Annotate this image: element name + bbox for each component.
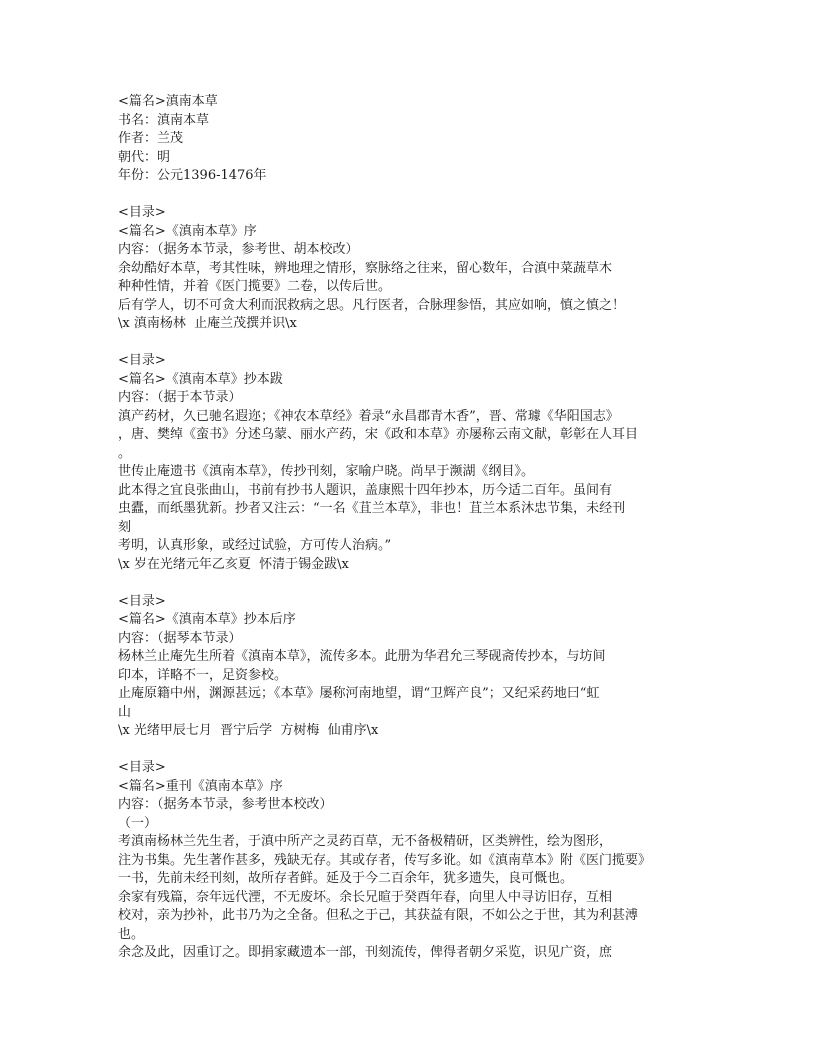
author: 作者：兰茂 <box>118 131 184 146</box>
dynasty: 朝代：明 <box>118 149 171 165</box>
section-title: <篇名>《滇南本草》序 <box>118 223 257 239</box>
text-line: 此本得之宜良张曲山，书前有抄书人题识，盖康熙十四年抄本，历今适二百年。虽间有 <box>118 482 613 498</box>
text-line: 种种性情，并着《医门揽要》二卷，以传后世。 <box>118 279 392 294</box>
text-line: 余家有残篇，奈年远代湮，不无废坏。余长兄暄于癸酉年春，向里人中寻访旧存，互相 <box>118 889 613 905</box>
toc-marker: <目录> <box>118 760 166 775</box>
text-line: 校对，亲为抄补，此书乃为之全备。但私之于己，其获益有限，不如公之于世，其为利甚溥 <box>118 908 639 923</box>
section-title: <篇名>《滇南本草》抄本后序 <box>118 612 296 627</box>
text-line: 虫蠹，而纸墨犹新。抄者又注云：“一名《苴兰本草》，非也！苴兰本系沐忠节集，未经刊 <box>118 501 626 516</box>
document-page <box>118 93 718 963</box>
doc-title-line: <篇名>滇南本草 <box>118 94 218 109</box>
text-line: 止庵原籍中州，渊源甚远；《本草》屡称河南地望，谓“卫辉产良”；又纪采药地曰“虹 <box>118 686 600 701</box>
signature-line: \x 光绪甲辰七月 晋宁后学 方树梅 仙甫序\x <box>118 723 379 738</box>
text-line: 一书，先前未经刊刻，故所存者鲜。延及于今二百余年，犹多遗失，良可慨也。 <box>118 871 574 886</box>
spacer <box>118 574 718 593</box>
text-line: 印本，详略不一，足资参校。 <box>118 667 288 683</box>
book-name: 书名：滇南本草 <box>118 112 210 128</box>
text-line: 考明，认真形象，或经过试验，方可传人治病。” <box>118 538 392 553</box>
text-line: 注为书集。先生著作甚多，残缺无存。其或存者，传写多讹。如《滇南草本》附《医门揽要》 <box>118 852 652 868</box>
signature-line: \x 岁在光绪元年乙亥夏 怀清于锡金跋\x <box>118 556 349 572</box>
toc-marker: <目录> <box>118 353 166 368</box>
text-line: 杨林兰止庵先生所着《滇南本草》，流传多本。此册为华君允三琴砚斋传抄本，与坊间 <box>118 649 606 664</box>
content-label: 内容：（据务本节录，参考世本校改） <box>118 797 333 812</box>
text-line: 余幼酷好本草，考其性味，辨地理之情形，察脉络之往来，留心数年，合滇中菜蔬草木 <box>118 260 613 276</box>
content-label: 内容：（据务本节录，参考世、胡本校改） <box>118 242 359 257</box>
text-line: 余念及此，因重订之。即捐家藏遗本一部，刊刻流传，俾得者朝夕采览，识见广资，庶 <box>118 945 613 960</box>
text-line: 也。 <box>118 926 145 942</box>
content-label: 内容：（据琴本节录） <box>118 630 242 646</box>
years: 年份：公元1396-1476年 <box>118 168 267 183</box>
text-line: ，唐、樊绰《蛮书》分述乌蒙、丽水产药，宋《政和本草》亦屡称云南文献，彰彰在人耳目 <box>118 427 639 442</box>
text-line: 考滇南杨林兰先生者，于滇中所产之灵药百草，无不备极精研，区类辨性，绘为图形， <box>118 834 613 849</box>
spacer <box>118 186 718 205</box>
text-line: 后有学人，切不可贪大利而泯救病之思。凡行医者，合脉理参悟，其应如响，慎之慎之！ <box>118 297 626 313</box>
toc-marker: <目录> <box>118 205 166 220</box>
text-line: 山 <box>118 704 132 720</box>
text-line: 刻 <box>118 519 132 535</box>
text-line: 。 <box>118 445 132 461</box>
text-line: 滇产药材，久已驰名遐迩；《神农本草经》着录“永昌郡青木香”，晋、常璩《华阳国志》 <box>118 408 619 424</box>
section-title: <篇名>重刊《滇南本草》序 <box>118 778 283 794</box>
text-line: 世传止庵遗书《滇南本草》，传抄刊刻，家喻户晓。尚早于濒湖《纲目》。 <box>118 464 535 479</box>
spacer <box>118 334 718 353</box>
text-line: （一） <box>118 815 158 831</box>
signature-line: \x 滇南杨林 止庵兰茂撰并识\x <box>118 316 297 331</box>
spacer <box>118 741 718 760</box>
content-label: 内容：（据于本节录） <box>118 390 242 405</box>
toc-marker: <目录> <box>118 593 166 609</box>
section-title: <篇名>《滇南本草》抄本跋 <box>118 371 283 387</box>
